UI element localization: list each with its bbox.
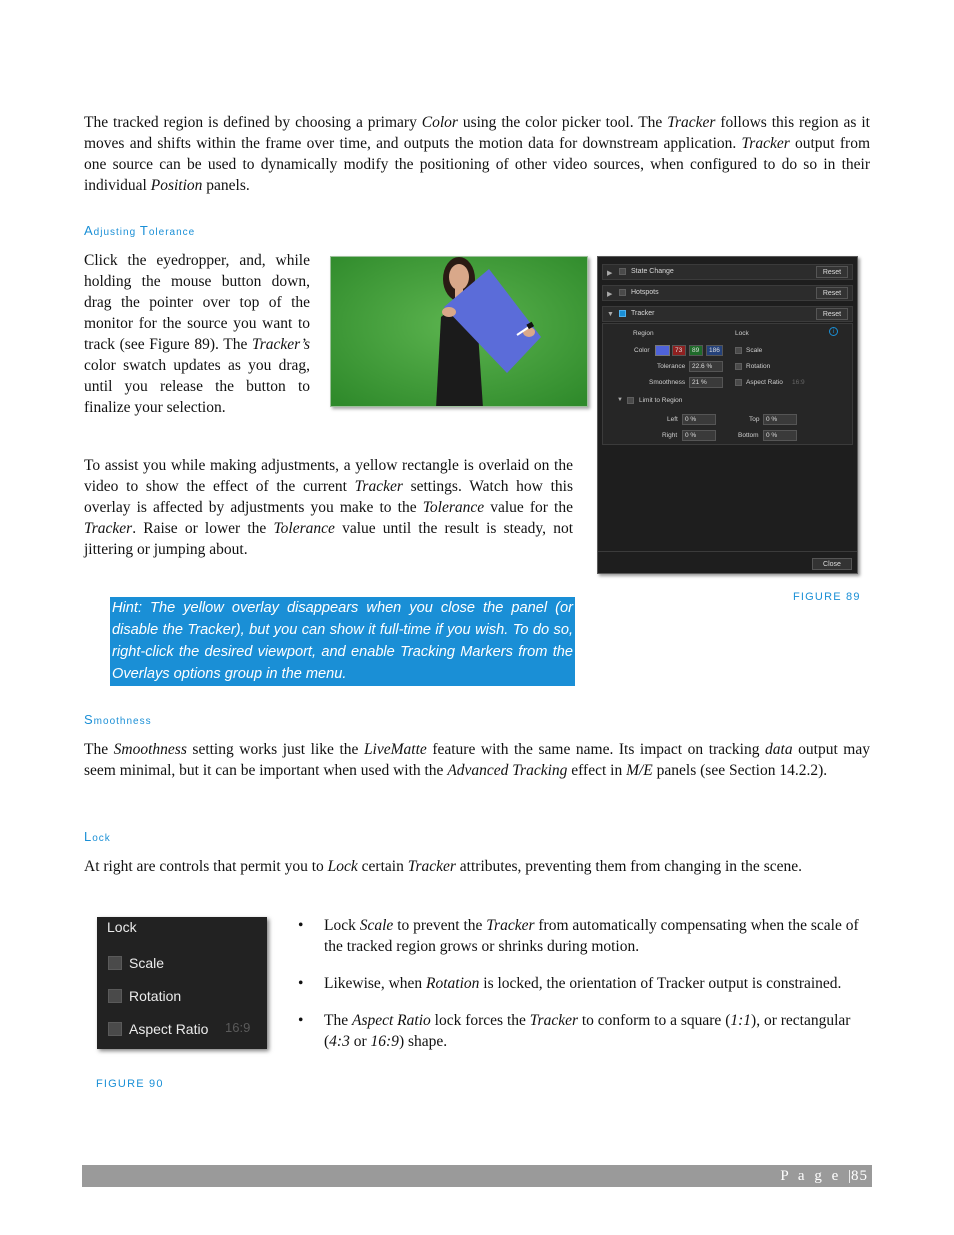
left-label: Left — [667, 416, 678, 423]
tracker-checkbox[interactable] — [619, 310, 626, 317]
state-change-checkbox[interactable] — [619, 268, 626, 275]
panel-divider — [598, 551, 857, 552]
aspect-ratio-checkbox[interactable] — [108, 1022, 122, 1036]
rotation-checkbox[interactable] — [108, 989, 122, 1003]
lock-rotation-checkbox[interactable] — [735, 363, 742, 370]
left-field[interactable]: 0 % — [682, 414, 716, 425]
list-item: • Likewise, when Rotation is locked, the orientation of Tracker output is constrained. — [296, 973, 870, 994]
figure-89-caption: FIGURE 89 — [793, 591, 861, 603]
limit-region-label: Limit to Region — [639, 397, 683, 404]
state-change-row[interactable] — [602, 264, 853, 280]
scale-label: Scale — [129, 955, 165, 971]
hotspots-checkbox[interactable] — [619, 289, 626, 296]
expand-arrow-icon[interactable]: ▶ — [607, 291, 613, 298]
smoothness-field[interactable]: 21 % — [689, 377, 723, 388]
lock-aspect-label: Aspect Ratio — [746, 379, 783, 386]
heading-adjusting-tolerance: Adjusting Tolerance — [84, 223, 196, 238]
smoothness-paragraph: The Smoothness setting works just like the LiveMatte feature with the same name. Its impact on tracking data output may seem minimal, but it can be important when used with the Advanced Tracking effect in M/E panels (see Section 14.2.2). — [84, 741, 870, 779]
region-label: Region — [633, 330, 654, 337]
info-icon[interactable]: i — [829, 327, 838, 336]
list-item: • Lock Scale to prevent the Tracker from automatically compensating when the scale of the tracked region grows or shrinks during motion. — [296, 915, 870, 957]
list-item: • The Aspect Ratio lock forces the Tracker to conform to a square (1:1), or rectangular (4:3 or 16:9) shape. — [296, 1010, 870, 1052]
tracker-settings-area — [602, 323, 853, 445]
lock-label: Lock — [735, 330, 749, 337]
lock-scale-label: Scale — [746, 347, 763, 354]
overlay-paragraph: To assist you while making adjustments, a yellow rectangle is overlaid on the video to show the effect of the current Tracker settings. Watch how this overlay is affected by adjustments you make to the Tolerance value for the Tracker. Raise or lower the Tolerance value until the result is steady, not jittering or jumping about. — [84, 457, 574, 558]
hint-text: Hint: The yellow overlay disappears when you close the panel (or disable the Tracker), but you can show it full-time if you wish. To do so, right-click the desired viewport, and enable Tracking Markers from the Overlays options group in the menu. — [112, 600, 573, 682]
lock-panel — [97, 917, 267, 1049]
page-label: P a g e — [780, 1168, 842, 1184]
color-g-field[interactable]: 89 — [689, 345, 703, 356]
lock-scale-checkbox[interactable] — [735, 347, 742, 354]
heading-smoothness: Smoothness — [84, 712, 152, 727]
aspect-value: 16:9 — [792, 379, 805, 386]
tracker-reset-button[interactable]: Reset — [816, 308, 848, 320]
lock-panel-title: Lock — [107, 919, 137, 935]
video-monitor-image — [330, 256, 588, 407]
tracker-row[interactable] — [602, 306, 853, 322]
limit-collapse-arrow-icon[interactable]: ▼ — [617, 397, 623, 403]
aspect-ratio-label: Aspect Ratio — [129, 1021, 209, 1037]
scale-checkbox[interactable] — [108, 956, 122, 970]
color-swatch[interactable] — [655, 345, 670, 356]
heading-lock: Lock — [84, 829, 111, 844]
page-footer — [82, 1165, 872, 1187]
expand-arrow-icon[interactable]: ▶ — [607, 270, 613, 277]
collapse-arrow-icon[interactable]: ▼ — [607, 311, 614, 318]
hint-box — [110, 597, 575, 686]
close-button[interactable]: Close — [812, 558, 852, 570]
hotspots-reset-button[interactable]: Reset — [816, 287, 848, 299]
smoothness-label: Smoothness — [649, 379, 686, 386]
lock-aspect-checkbox[interactable] — [735, 379, 742, 386]
page-number: 85 — [851, 1168, 868, 1184]
aspect-ratio-value: 16:9 — [225, 1020, 251, 1035]
right-field[interactable]: 0 % — [682, 430, 716, 441]
state-change-reset-button[interactable]: Reset — [816, 266, 848, 278]
tolerance-field[interactable]: 22.6 % — [689, 361, 723, 372]
color-r-field[interactable]: 73 — [672, 345, 686, 356]
bottom-field[interactable]: 0 % — [763, 430, 797, 441]
hotspots-label: Hotspots — [631, 289, 659, 296]
limit-region-checkbox[interactable] — [627, 397, 634, 404]
state-change-label: State Change — [631, 268, 674, 275]
page-separator: | — [847, 1168, 851, 1184]
color-b-field[interactable]: 186 — [706, 345, 723, 356]
hotspots-row[interactable] — [602, 285, 853, 301]
presenter-green-screen-illustration — [331, 257, 588, 407]
eyedropper-paragraph: Click the eyedropper, and, while holding the mouse button down, drag the pointer over top of the monitor for the source you want to track (see Figure 89). The Tracker’s color swatch updates as you drag, until you release the button to finalize your selection. — [84, 252, 310, 416]
lock-bullet-list — [296, 915, 870, 1068]
top-label: Top — [749, 416, 760, 423]
color-label: Color — [634, 347, 650, 354]
intro-paragraph: The tracked region is defined by choosing a primary Color using the color picker tool. The Tracker follows this region as it moves and shifts within the frame over time, and outputs the motion data for downstream application. Tracker output from one source can be used to dynamically modify the positioning of other video sources, when configured to do so in their individual Position panels. — [84, 114, 870, 194]
top-field[interactable]: 0 % — [763, 414, 797, 425]
tolerance-label: Tolerance — [657, 363, 686, 370]
rotation-label: Rotation — [129, 988, 182, 1004]
lock-paragraph: At right are controls that permit you to Lock certain Tracker attributes, preventing them from changing in the scene. — [84, 858, 802, 875]
tracker-panel — [597, 256, 858, 574]
bottom-label: Bottom — [738, 432, 759, 439]
lock-rotation-label: Rotation — [746, 363, 771, 370]
figure-90-caption: FIGURE 90 — [96, 1078, 164, 1090]
tracker-label: Tracker — [631, 310, 655, 317]
right-label: Right — [662, 432, 678, 439]
